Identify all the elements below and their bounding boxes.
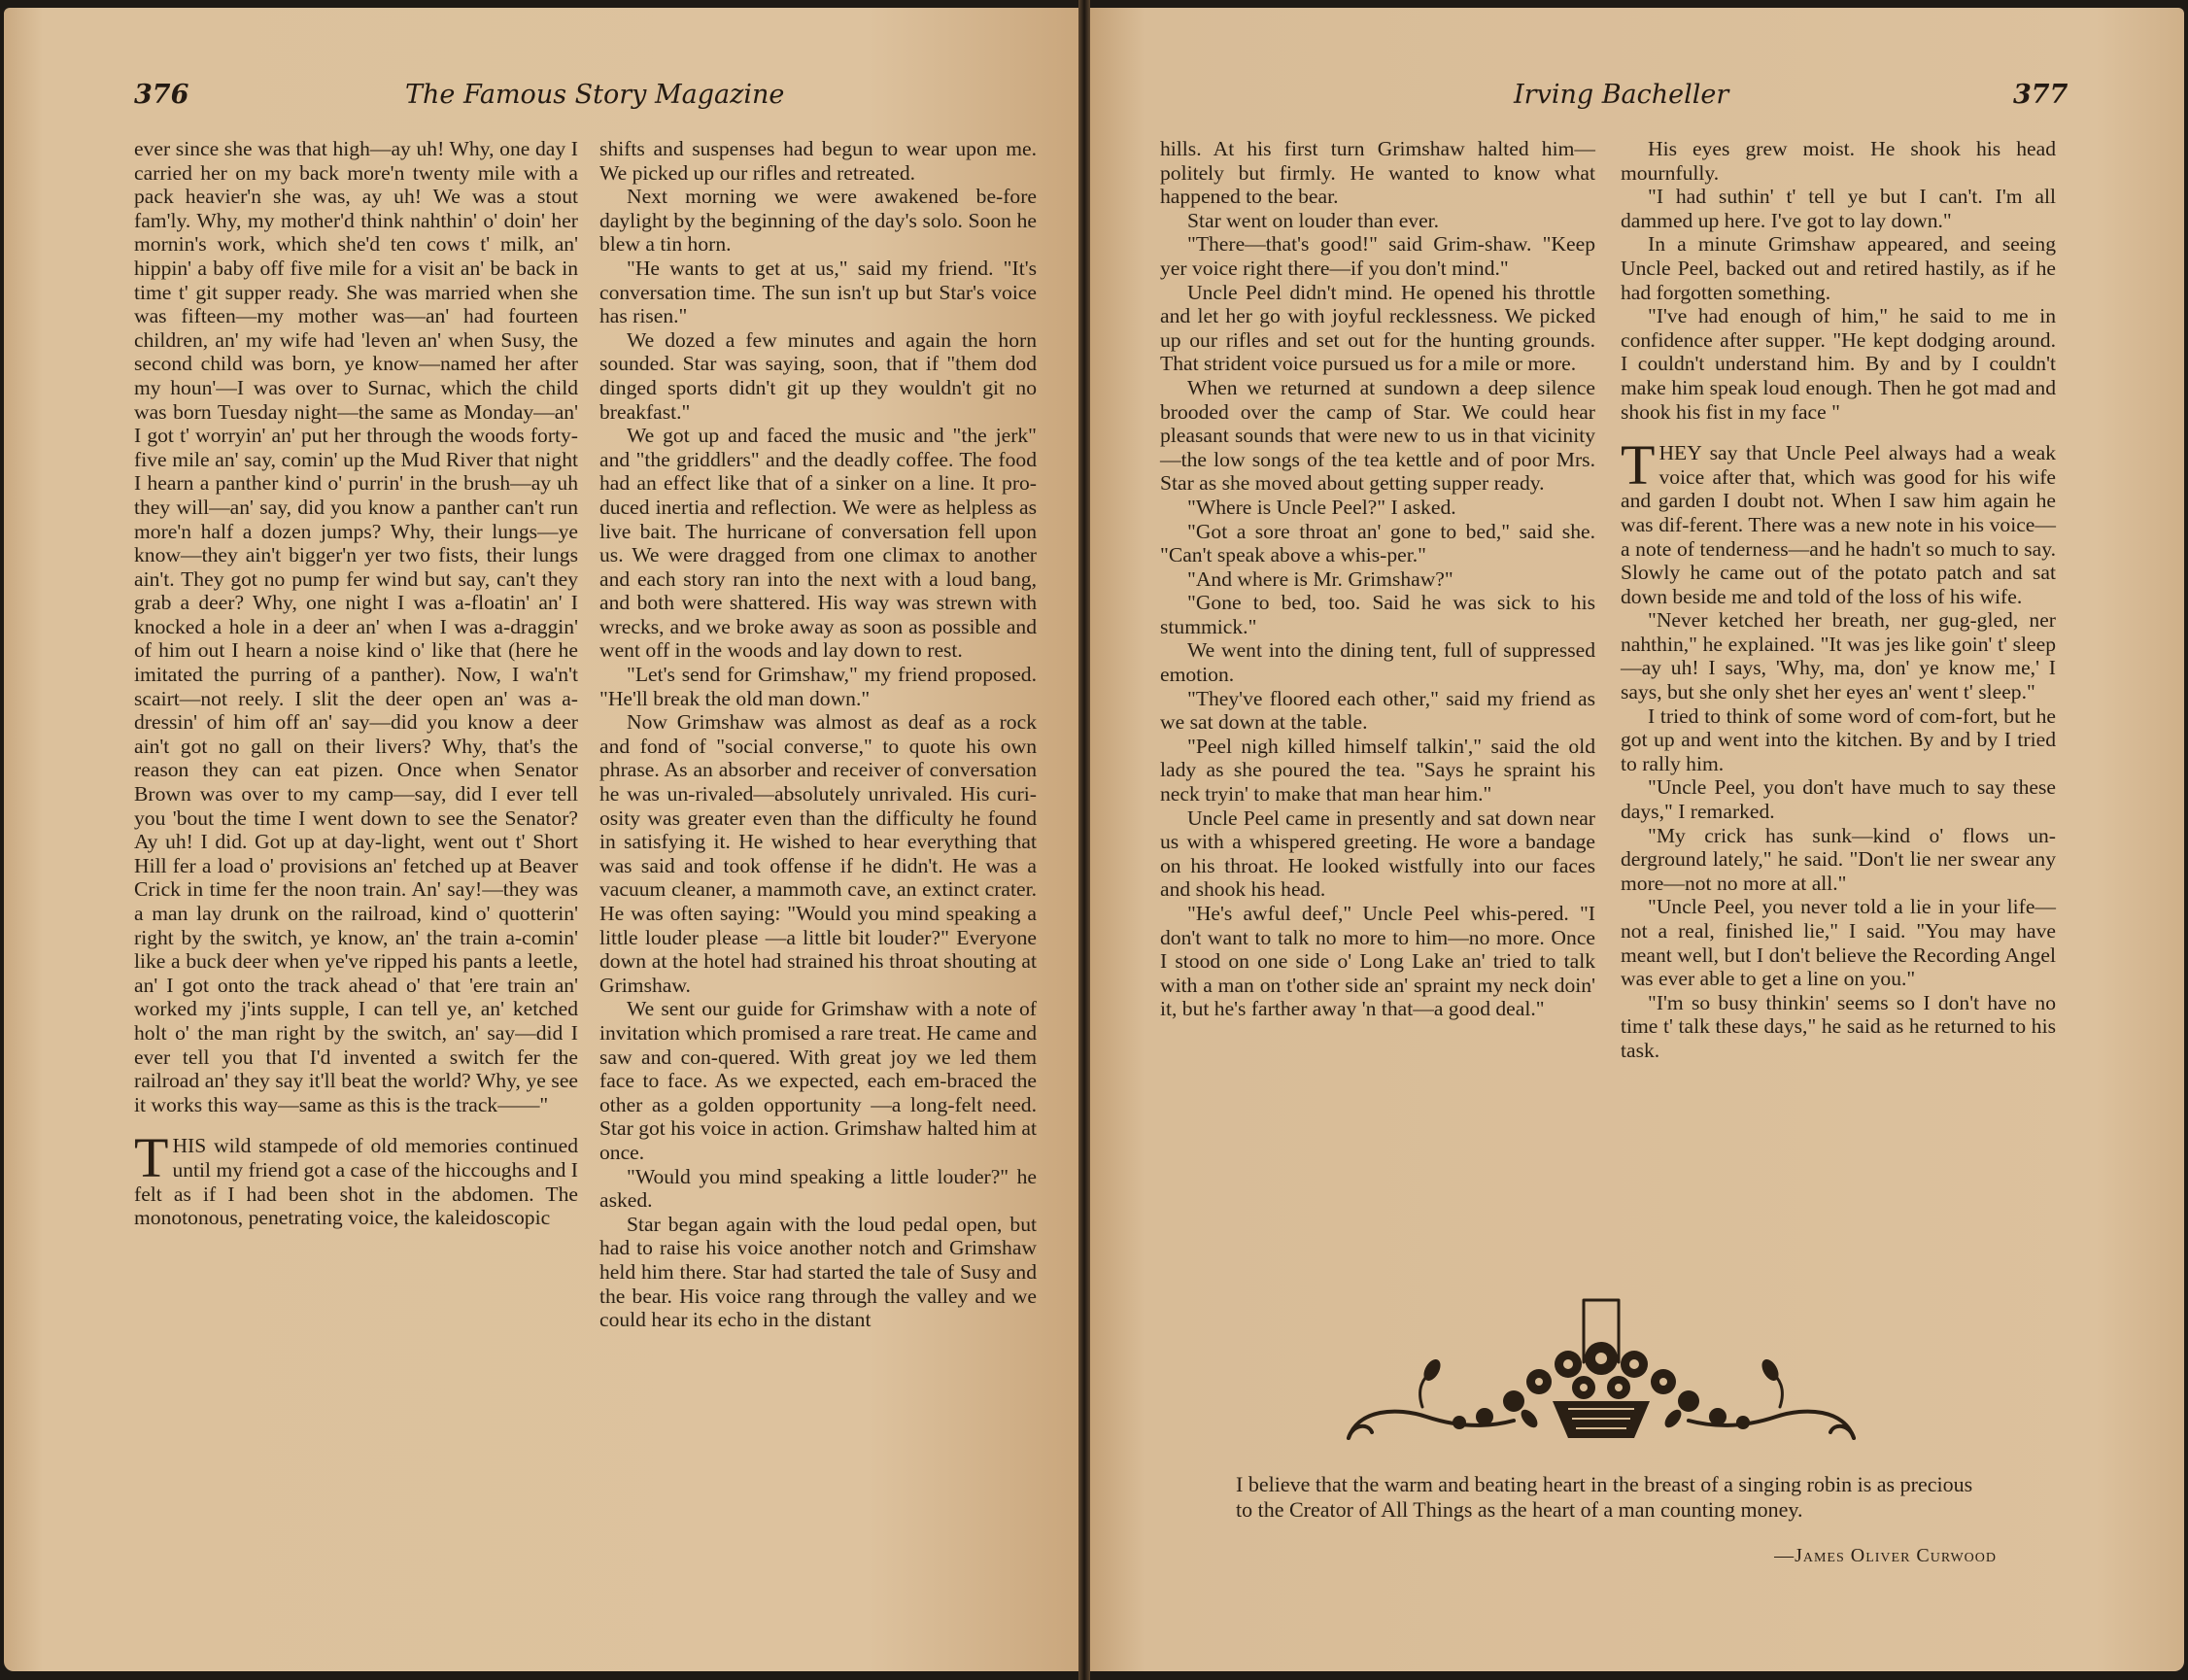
paragraph: ever since she was that high—ay uh! Why, one day I carried her on my back more'n twenty mile with a pack heavier'n she was, ay uh! We was a stout fam'ly. Why, my mother'd think nahthin' o' doin' her mornin's work, which she'd ten cows t' milk, an' hippin' a baby off five mile for a visit an' be back in time t' git supper ready. She was married when she was fifteen—my mother was—an' had fourteen children, an' my wife had 'leven an' when Susy, the second child was born, ye know—named her after my houn'—I was over to Surnac, which the child was born Tuesday night—the same as Monday—an' I got t' worryin' an' put her through the woods forty-five mile an' say, comin' up the Mud River that night I hearn a panther kind o' purrin' in the brush—ay uh they will—an' say, did you know a panther can't run more'n half a dozen jumps? Why, their lungs—ye know—they ain't bigger'n yer two fists, their lungs ain't. They got no pump fer wind but say, can't they grab a deer? Why, one night I was a-floatin' an' I knocked a hole in a deer an' when I was a-draggin' of him out I hearn a noise kind o' like that (here he imitated the purring of a panther). Now, I wa'n't scairt—not reely. I slit the deer open an' was a-dressin' of him off an' say—did you know a deer ain't got no gall on their livers? Why, that's the reason they can eat pizen. Once when Senator Brown was over to my camp—say, did I ever tell you 'bout the time I went down to see the Senator? Ay uh! I did. Got up at day-light, went out t' Short Hill fer a load o' provisions an' fetched up at Beaver Crick in time fer the noon train. An' say!—they was a man lay drunk on the railroad, kind o' quotterin' right by the switch, ye know, an' the train a-comin' like a buck deer when ye've ripped his pants a leetle, an' I got onto the track ahead o' that 'ere train an' worked my j'ints supple, I can tell ye, an' ketched holt o' the man right by the switch, an' say—did I ever tell you that I'd invented a switch fer the railroad an' they say it'll beat the world? Why, ye see it works this way—same as this is the track——" bbox=[134, 137, 578, 1116]
paragraph: In a minute Grimshaw appeared, and seeing Uncle Peel, backed out and retired hastily, as if he had forgotten something. bbox=[1621, 232, 2056, 304]
paragraph: When we returned at sundown a deep silence brooded over the camp of Star. We could hear pleasant sounds that were new to us in that vicinity—the low songs of the tea kettle and of poor Mrs. Star as she moved about getting supper ready. bbox=[1160, 375, 1595, 496]
paragraph: "There—that's good!" said Grim-shaw. "Keep yer voice right there—if you don't mind." bbox=[1160, 232, 1595, 280]
left-column-1 bbox=[134, 137, 578, 1230]
right-column-1 bbox=[1160, 137, 1595, 1021]
drop-cap-paragraph bbox=[134, 1126, 578, 1230]
flower-basket-ornament bbox=[1339, 1292, 1863, 1457]
paragraph: "Got a sore throat an' gone to bed," said she. "Can't speak above a whis-per." bbox=[1160, 519, 1595, 567]
paragraph: Uncle Peel came in presently and sat down near us with a whispered greeting. He wore a bandage on his throat. He looked wistfully into our faces and shook his head. bbox=[1160, 806, 1595, 902]
paragraph-text: HEY say that Uncle Peel always had a weak voice after that, which was good for his wife and garden I doubt not. When I saw him again he was dif-ferent. There was a new note in his voice—a note of tenderness—and he hadn't so much to say. Slowly he came out of the potato patch and sat down beside me and told of the loss of his wife. bbox=[1621, 441, 2056, 608]
epigraph-attribution: —James Oliver Curwood bbox=[1774, 1545, 1997, 1566]
right-page-number: 377 bbox=[2013, 80, 2068, 110]
paragraph: I tried to think of some word of com-fort, but he got up and went into the kitchen. By and by I tried to rally him. bbox=[1621, 703, 2056, 775]
paragraph: "He wants to get at us," said my friend. "It's conversation time. The sun isn't up but Star's voice has risen." bbox=[599, 256, 1037, 328]
paragraph: Star went on louder than ever. bbox=[1187, 208, 1440, 232]
paragraph: We got up and faced the music and "the jerk" and "the griddlers" and the deadly coffee. The food had an effect like that of a sinker on a line. It pro-duced inertia and reflection. We were as helpless as live bait. The hurricane of conversation fell upon us. We were dragged from one climax to another and each story ran into the next with a loud bang, and both were shattered. His way was strewn with wrecks, and we broke away as soon as possible and went off in the woods and lay down to rest. bbox=[599, 424, 1037, 663]
paragraph: We dozed a few minutes and again the horn sounded. Star was saying, soon, that if "them dod dinged sports didn't git up they wouldn't git no breakfast." bbox=[599, 327, 1037, 424]
paragraph: "Uncle Peel, you don't have much to say these days," I remarked. bbox=[1621, 775, 2056, 824]
paragraph: We went into the dining tent, full of suppressed emotion. bbox=[1160, 638, 1595, 687]
paragraph: "I had suthin' t' tell ye but I can't. I'm all dammed up here. I've got to lay down." bbox=[1621, 185, 2056, 232]
paragraph: Now Grimshaw was almost as deaf as a rock and fond of "social converse," to quote his own phrase. As an absorber and receiver of conversation he was un-rivaled—absolutely unrivaled. His curi-osity was greater even than the difficulty he found in satisfying it. He wished to hear everything that was said and took offense if he didn't. He was a vacuum cleaner, a mammoth cave, an extinct crater. He was often saying: "Would you mind speaking a little louder please —a little bit louder?" Everyone down at the hotel had strained his throat shouting at Grimshaw. bbox=[599, 710, 1037, 997]
drop-cap: T bbox=[1621, 433, 1656, 497]
epigraph-quote: I believe that the warm and beating heart in the breast of a singing robin is as precious to the Creator of All Things as the heart of a man counting money. bbox=[1236, 1472, 1973, 1522]
paragraph: "He's awful deef," Uncle Peel whis-pered. "I don't want to talk no more to him—no more. Once I stood on one side o' Long Lake an' tried to talk with a man on t'other side an' spraint my neck doin' it, but he's farther away 'n that—a good deal." bbox=[1160, 902, 1595, 1021]
drop-cap: T bbox=[134, 1126, 169, 1190]
paragraph: His eyes grew moist. He shook his head mournfully. bbox=[1621, 137, 2056, 185]
paragraph: "Uncle Peel, you never told a lie in your life—not a real, finished lie," I said. "You may have meant well, but I don't believe the Recording Angel was ever able to get a line on you." bbox=[1621, 895, 2056, 991]
left-column-2 bbox=[599, 137, 1037, 1332]
book-gutter bbox=[1078, 0, 1090, 1680]
drop-cap-paragraph bbox=[1621, 433, 2056, 608]
paragraph: "They've floored each other," said my friend as we sat down at the table. bbox=[1160, 686, 1595, 735]
paragraph: shifts and suspenses had begun to wear upon me. We picked up our rifles and retreated. bbox=[599, 137, 1037, 185]
paragraph: Next morning we were awakened be-fore daylight by the beginning of the day's solo. Soon he blew a tin horn. bbox=[599, 185, 1037, 257]
paragraph: hills. At his first turn Grimshaw halted him—politely but firmly. He wanted to know what happened to the bear. bbox=[1160, 137, 1595, 209]
paragraph: "Never ketched her breath, ner gug-gled, ner nahthin," he explained. "It was jes like goin' t' sleep—ay uh! I says, 'Why, ma, don' ye know me,' I says, but she only shet her eyes an' went t' sleep." bbox=[1621, 608, 2056, 704]
paragraph: "And where is Mr. Grimshaw?" bbox=[1187, 566, 1453, 591]
right-column-2 bbox=[1621, 137, 2056, 1063]
left-running-head: The Famous Story Magazine bbox=[405, 80, 785, 110]
paragraph: "Gone to bed, too. Said he was sick to his stummick." bbox=[1160, 591, 1595, 638]
paragraph: "I'm so busy thinkin' seems so I don't have no time t' talk these days," he said as he returned to his task. bbox=[1621, 990, 2056, 1062]
paragraph: "Would you mind speaking a little louder?" he asked. bbox=[599, 1164, 1037, 1213]
right-running-head: Irving Bacheller bbox=[1514, 80, 1729, 110]
paragraph: "Where is Uncle Peel?" I asked. bbox=[1187, 495, 1456, 519]
paragraph: "Let's send for Grimshaw," my friend proposed. "He'll break the old man down." bbox=[599, 663, 1037, 710]
paragraph-text: HIS wild stampede of old memories continued until my friend got a case of the hiccoughs and I felt as if I had been shot in the abdomen. The monotonous, penetrating voice, the kaleidoscopic bbox=[134, 1134, 578, 1230]
paragraph: Star began again with the loud pedal open, but had to raise his voice another notch and Grimshaw held him there. Star had started the tale of Susy and the bear. His voice rang through the valley and we could hear its echo in the distant bbox=[599, 1212, 1037, 1332]
paragraph: We sent our guide for Grimshaw with a note of invitation which promised a rare treat. He came and saw and con-quered. With great joy we led them face to face. As we expected, each em-braced the other as a golden opportunity —a long-felt need. Star got his voice in action. Grimshaw halted him at once. bbox=[599, 997, 1037, 1164]
paragraph: "Peel nigh killed himself talkin'," said the old lady as she poured the tea. "Says he spraint his neck tryin' to make that man hear him." bbox=[1160, 734, 1595, 806]
paragraph: Uncle Peel didn't mind. He opened his throttle and let her go with joyful recklessness. We picked up our rifles and set out for the hunting grounds. That strident voice pursued us for a mile or more. bbox=[1160, 280, 1595, 376]
left-page-number: 376 bbox=[134, 80, 189, 110]
paragraph: "My crick has sunk—kind o' flows un-derground lately," he said. "Don't lie ner swear any more—not no more at all." bbox=[1621, 823, 2056, 895]
paragraph: "I've had enough of him," he said to me in confidence after supper. "He kept dodging around. I couldn't understand him. By and by I couldn't make him speak loud enough. Then he got mad and shook his fist in my face " bbox=[1621, 304, 2056, 424]
